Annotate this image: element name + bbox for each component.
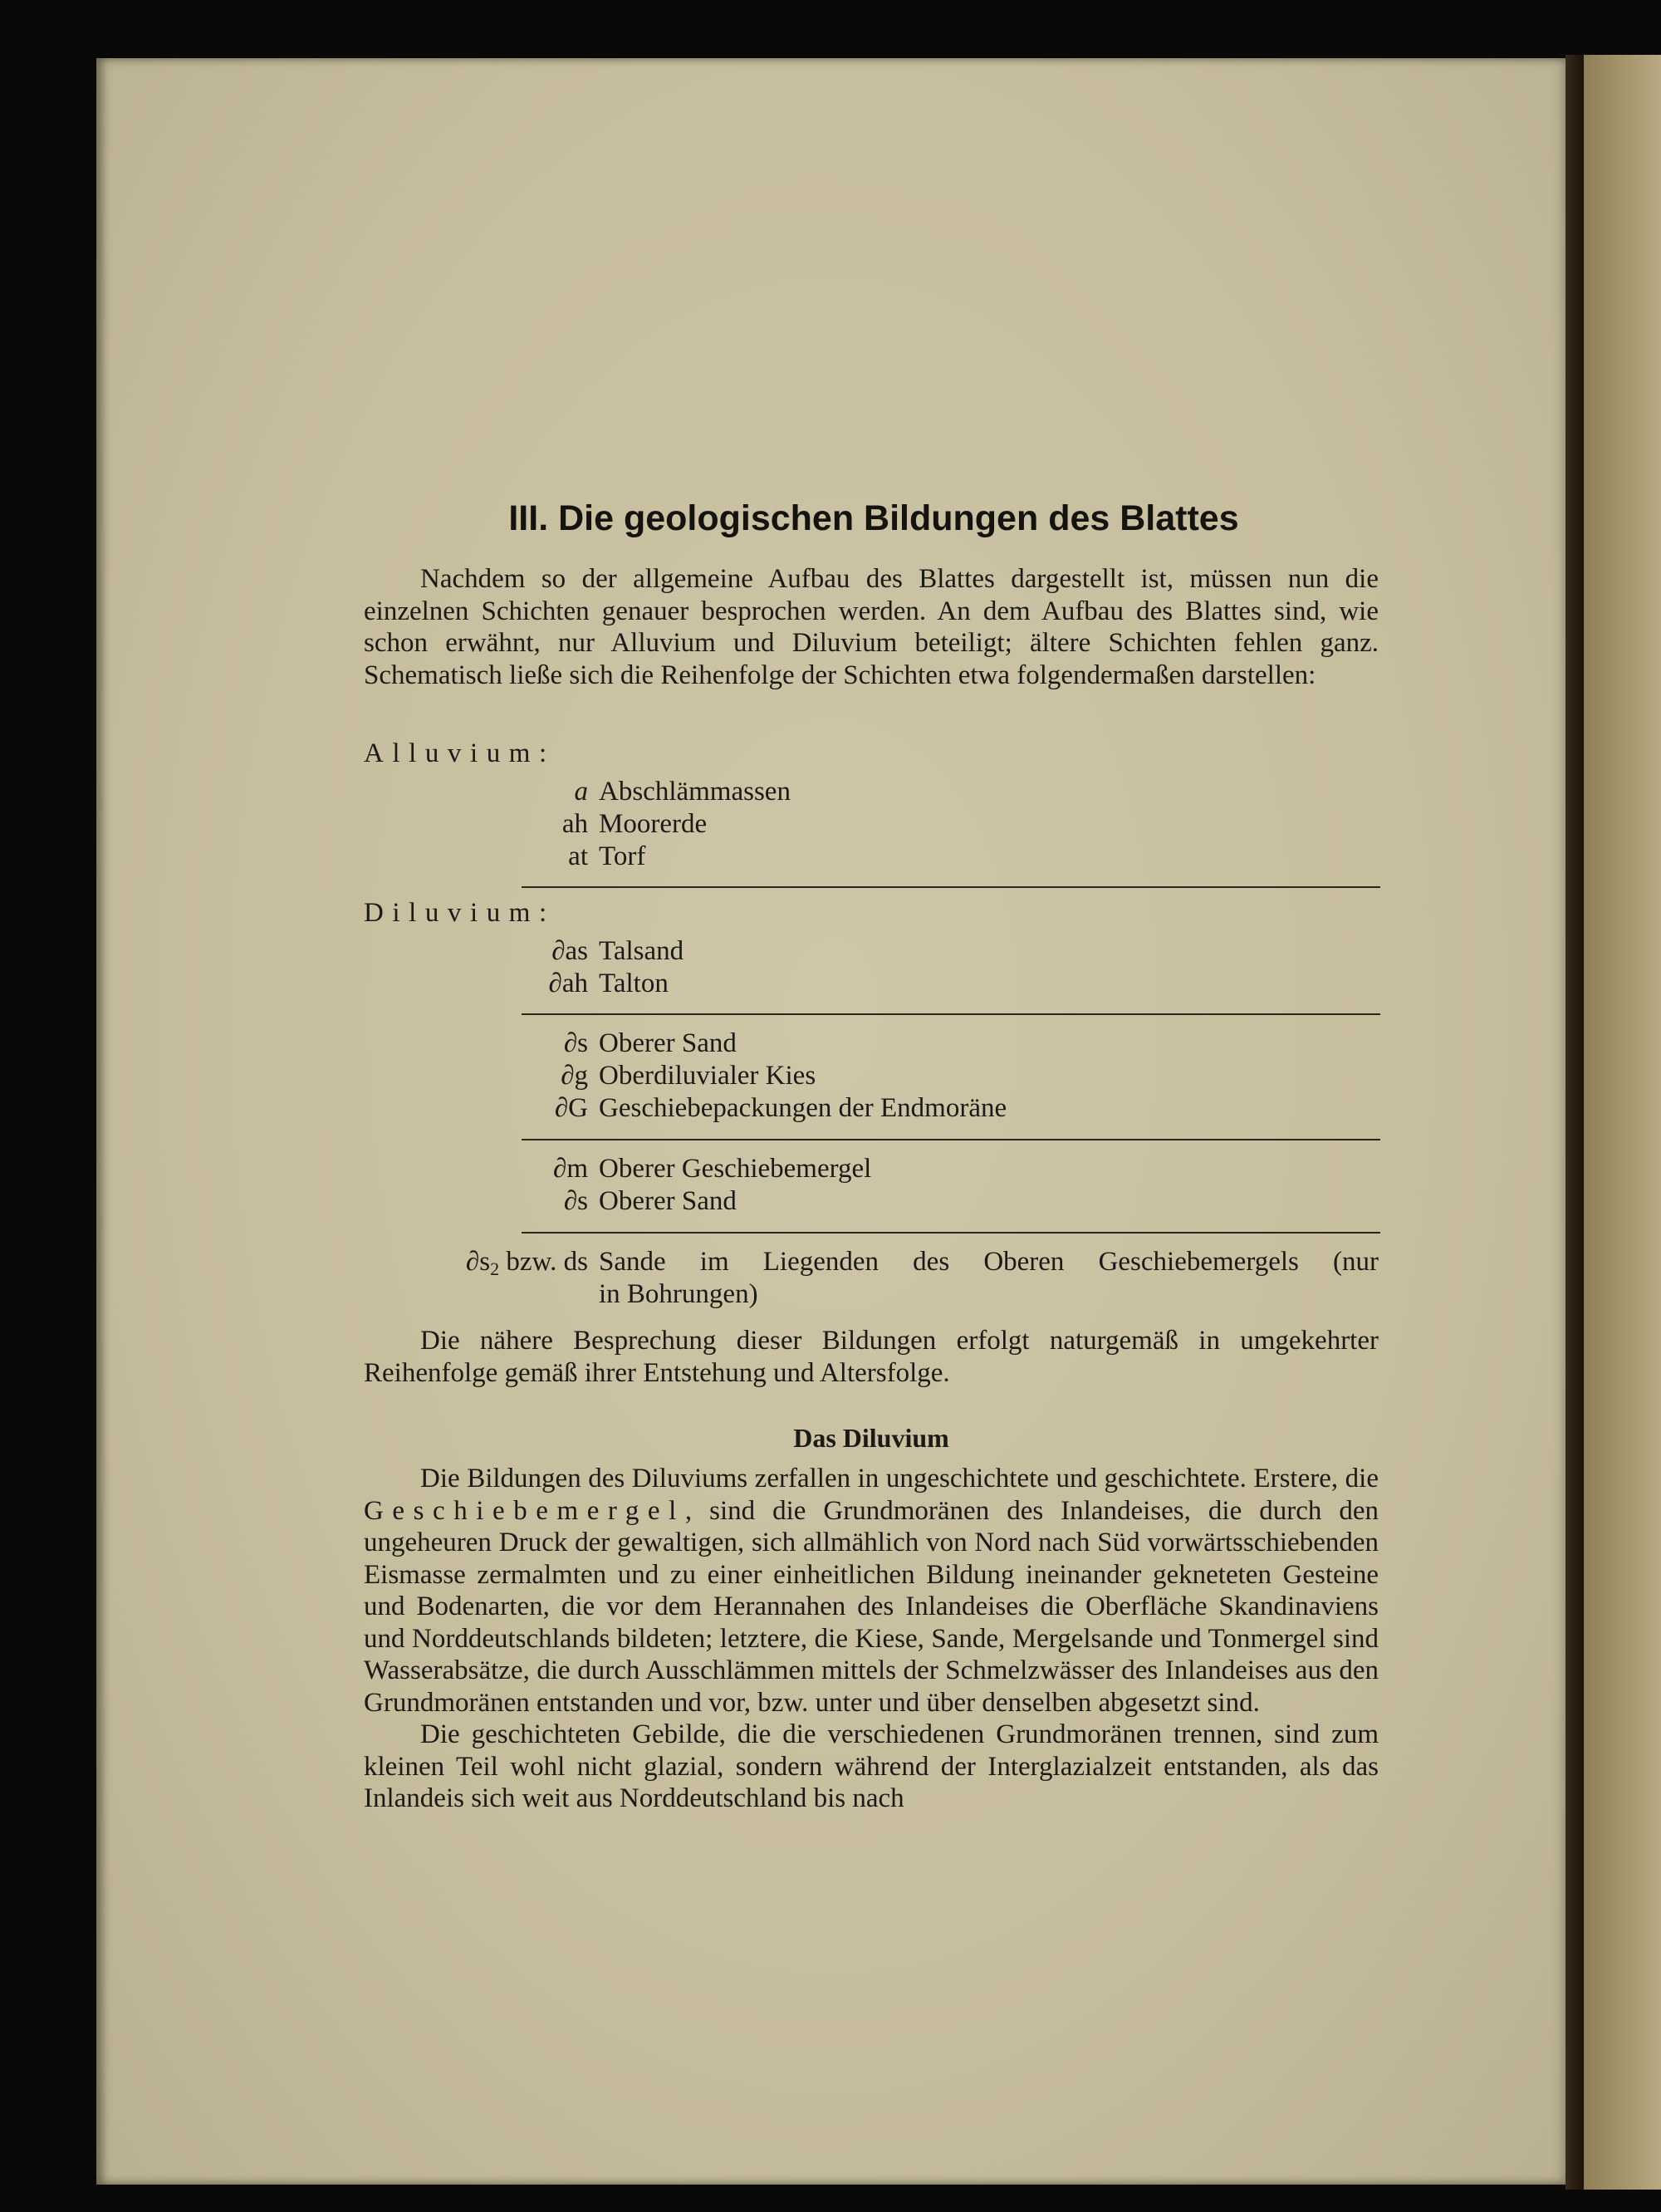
- intro-block: [364, 563, 1379, 691]
- layer-name-continued: in Bohrungen): [599, 1279, 758, 1309]
- layer-symbol: $\partial s_2$ bzw. ds: [465, 1247, 588, 1279]
- table-row: [364, 1060, 1379, 1091]
- layer-name: Oberer Sand: [599, 1028, 737, 1058]
- closing-block: [364, 1325, 1379, 1389]
- section-title: Das Diluvium: [793, 1423, 949, 1453]
- alluvium-label: Alluvium:: [364, 738, 556, 768]
- layer-symbol: ∂G: [554, 1093, 588, 1123]
- layer-symbol: ∂g: [561, 1061, 588, 1091]
- table-row: [364, 1028, 1379, 1059]
- layer-name: Geschiebepackungen der Endmoräne: [599, 1093, 1007, 1123]
- table-row: [364, 1246, 1379, 1278]
- layer-name: Sande im Liegenden des Oberen Geschiebemergels (nur: [599, 1247, 1379, 1277]
- divider: [522, 1013, 1380, 1015]
- book-spine: [1565, 55, 1584, 2190]
- table-row: [364, 1185, 1379, 1217]
- table-row: [364, 1153, 1379, 1184]
- page-heading: III. Die geologischen Bildungen des Blattes: [508, 498, 1239, 538]
- table-row: [364, 776, 1379, 807]
- divider: [522, 1139, 1380, 1140]
- layer-symbol: at: [568, 841, 588, 871]
- layer-symbol: ∂as: [551, 936, 588, 966]
- emphasized-term: Geschiebemergel: [364, 1495, 685, 1526]
- layer-symbol: ∂s: [563, 1186, 588, 1216]
- table-row: [364, 935, 1379, 967]
- layer-symbol: ∂ah: [548, 969, 588, 998]
- layer-name: Torf: [599, 841, 646, 871]
- layer-name: Oberdiluvialer Kies: [599, 1061, 816, 1091]
- layer-name: Abschlämmassen: [599, 777, 791, 807]
- table-row: [364, 1092, 1379, 1124]
- diluvium-label: Diluvium:: [364, 898, 556, 928]
- layer-name: Talsand: [599, 936, 684, 966]
- layer-symbol: a: [574, 777, 588, 807]
- table-row: [364, 1278, 1379, 1310]
- layer-name: Oberer Sand: [599, 1186, 737, 1216]
- section-paragraph-2: Die geschichteten Gebilde, die die verschiedenen Grundmoränen trennen, sind zum kleinen Teil wohl nicht glazial, sondern während der Interglazialzeit entstanden, als das Inlandeis sich weit aus Norddeutschland bis nach: [364, 1719, 1379, 1813]
- closing-paragraph: Die nähere Besprechung dieser Bildungen erfolgt naturgemäß in umgekehrter Reihenfolge gemäß ihrer Entstehung und Altersfolge.: [364, 1326, 1379, 1388]
- table-row: [364, 808, 1379, 840]
- layer-symbol: ∂s: [563, 1028, 588, 1058]
- layer-symbol: ah: [561, 809, 588, 839]
- strata-table: [364, 738, 1379, 1319]
- layer-name: Oberer Geschiebemergel: [599, 1154, 872, 1184]
- intro-paragraph: Nachdem so der allgemeine Aufbau des Blattes dargestellt ist, müssen nun die einzelnen Schichten genauer besprochen werden. An dem Aufbau des Blattes sind, wie schon erwähnt, nur Alluvium und Diluvium beteiligt; ältere Schichten fehlen ganz. Schematisch ließe sich die Reihenfolge der Schichten etwa folgendermaßen darstellen:: [364, 564, 1379, 690]
- table-row: [364, 968, 1379, 999]
- layer-symbol: ∂m: [553, 1154, 588, 1184]
- layer-name: Talton: [599, 969, 669, 998]
- divider: [522, 886, 1380, 888]
- divider: [522, 1232, 1380, 1234]
- layer-name: Moorerde: [599, 809, 708, 839]
- table-row: [364, 841, 1379, 872]
- facing-page-edge: [1584, 55, 1661, 2190]
- section-paragraph-1: Die Bildungen des Diluviums zerfallen in ungeschichtete und geschichtete. Erstere, die Geschiebemergel, sind die Grundmoränen des Inlandeises, die durch den ungeheuren Druck der gewaltigen, sich allmählich von Nord nach Süd vorwärtsschiebenden Eismasse zermalmten und zu einer einheitlichen Bildung ineinander gekneteten Gesteine und Bodenarten, die vor dem Herannahen des Inlandeises die Oberfläche Skandinaviens und Norddeutschlands bildeten; letztere, die Kiese, Sande, Mergelsande und Tonmergel sind Wasserabsätze, die durch Ausschlämmen mittels der Schmelzwässer des Inlandeises aus den Grundmoränen entstanden und vor, bzw. unter und über denselben abgesetzt sind.: [364, 1464, 1379, 1718]
